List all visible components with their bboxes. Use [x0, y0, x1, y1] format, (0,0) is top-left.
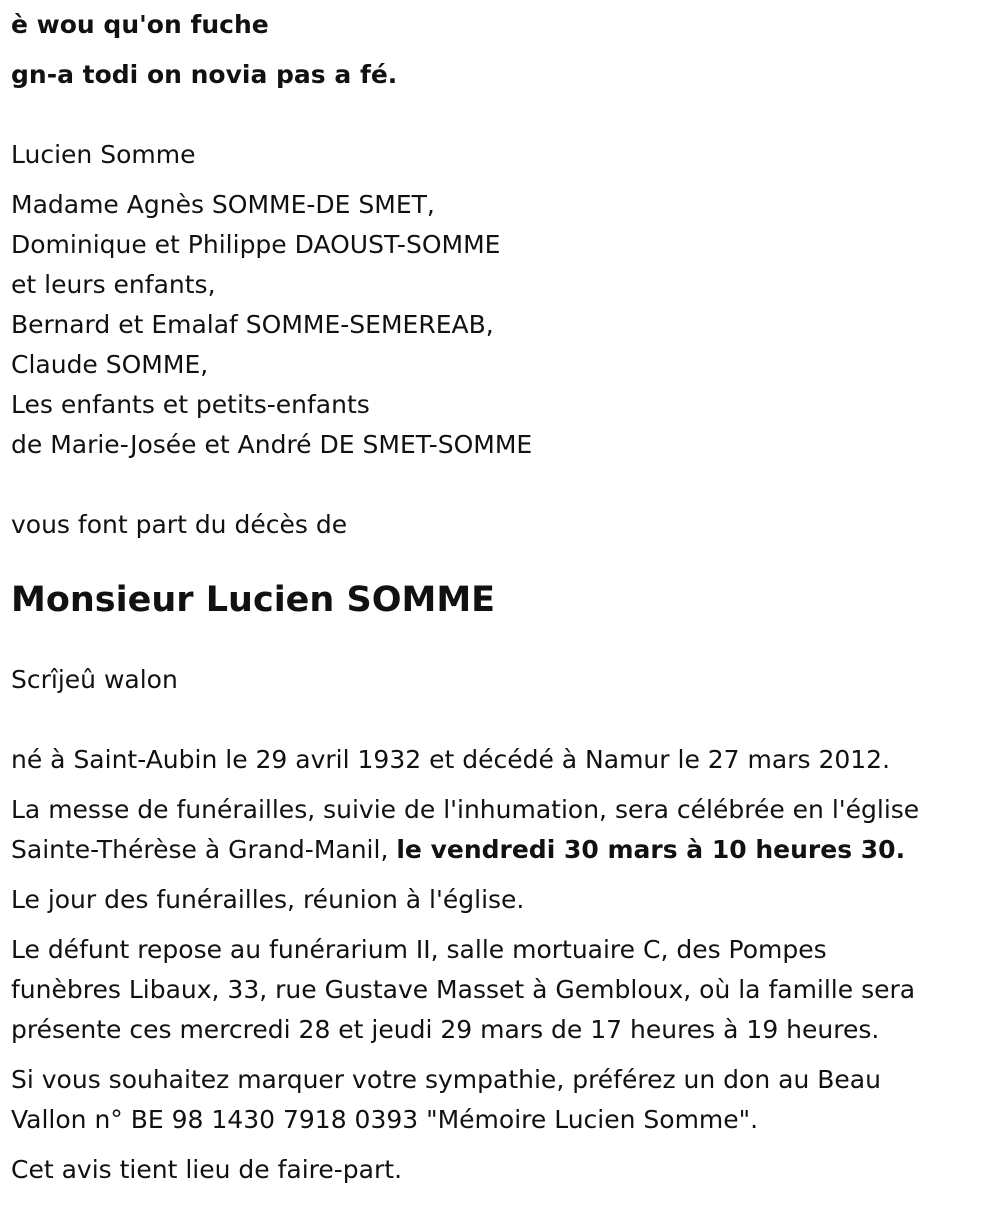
family-line: Madame Agnès SOMME-DE SMET, [11, 190, 435, 219]
sympathy-line: Si vous souhaitez marquer votre sympathie, préférez un don au Beau [11, 1065, 881, 1094]
closing: Cet avis tient lieu de faire-part. [11, 1155, 403, 1184]
rest-line: Le défunt repose au funérarium II, salle mortuaire C, des Pompes [11, 935, 827, 964]
mass-line-1: La messe de funérailles, suivie de l'inhumation, sera célébrée en l'église [11, 795, 920, 824]
family-line: et leurs enfants, [11, 270, 216, 299]
motto-line-1: è wou qu'on fuche [11, 10, 269, 39]
family-list [11, 185, 986, 465]
family-line: Dominique et Philippe DAOUST-SOMME [11, 230, 501, 259]
signatory: Lucien Somme [11, 140, 196, 169]
sympathy-paragraph [11, 1060, 986, 1140]
family-line: de Marie-Josée et André DE SMET-SOMME [11, 430, 533, 459]
rest-line: funèbres Libaux, 33, rue Gustave Masset à Gembloux, où la famille sera [11, 975, 916, 1004]
family-line: Les enfants et petits-enfants [11, 390, 370, 419]
rest-line: présente ces mercredi 28 et jeudi 29 mars de 17 heures à 19 heures. [11, 1015, 880, 1044]
mass-location: Sainte-Thérèse à Grand-Manil, [11, 835, 397, 864]
reunion: Le jour des funérailles, réunion à l'église. [11, 885, 525, 914]
deceased-name: Monsieur Lucien SOMME [11, 580, 496, 620]
subtitle: Scrîjeû walon [11, 665, 178, 694]
family-line: Bernard et Emalaf SOMME-SEMEREAB, [11, 310, 494, 339]
family-line: Claude SOMME, [11, 350, 209, 379]
obituary-notice [11, 0, 986, 1190]
mass-line-2 [11, 830, 986, 870]
mass-datetime: le vendredi 30 mars à 10 heures 30. [396, 835, 906, 864]
mass-paragraph [11, 790, 986, 870]
birth-death: né à Saint-Aubin le 29 avril 1932 et décédé à Namur le 27 mars 2012. [11, 745, 891, 774]
announcement: vous font part du décès de [11, 510, 348, 539]
motto-line-2: gn-a todi on novia pas a fé. [11, 60, 398, 89]
sympathy-line: Vallon n° BE 98 1430 7918 0393 "Mémoire Lucien Somme". [11, 1105, 759, 1134]
rest-paragraph [11, 930, 986, 1050]
